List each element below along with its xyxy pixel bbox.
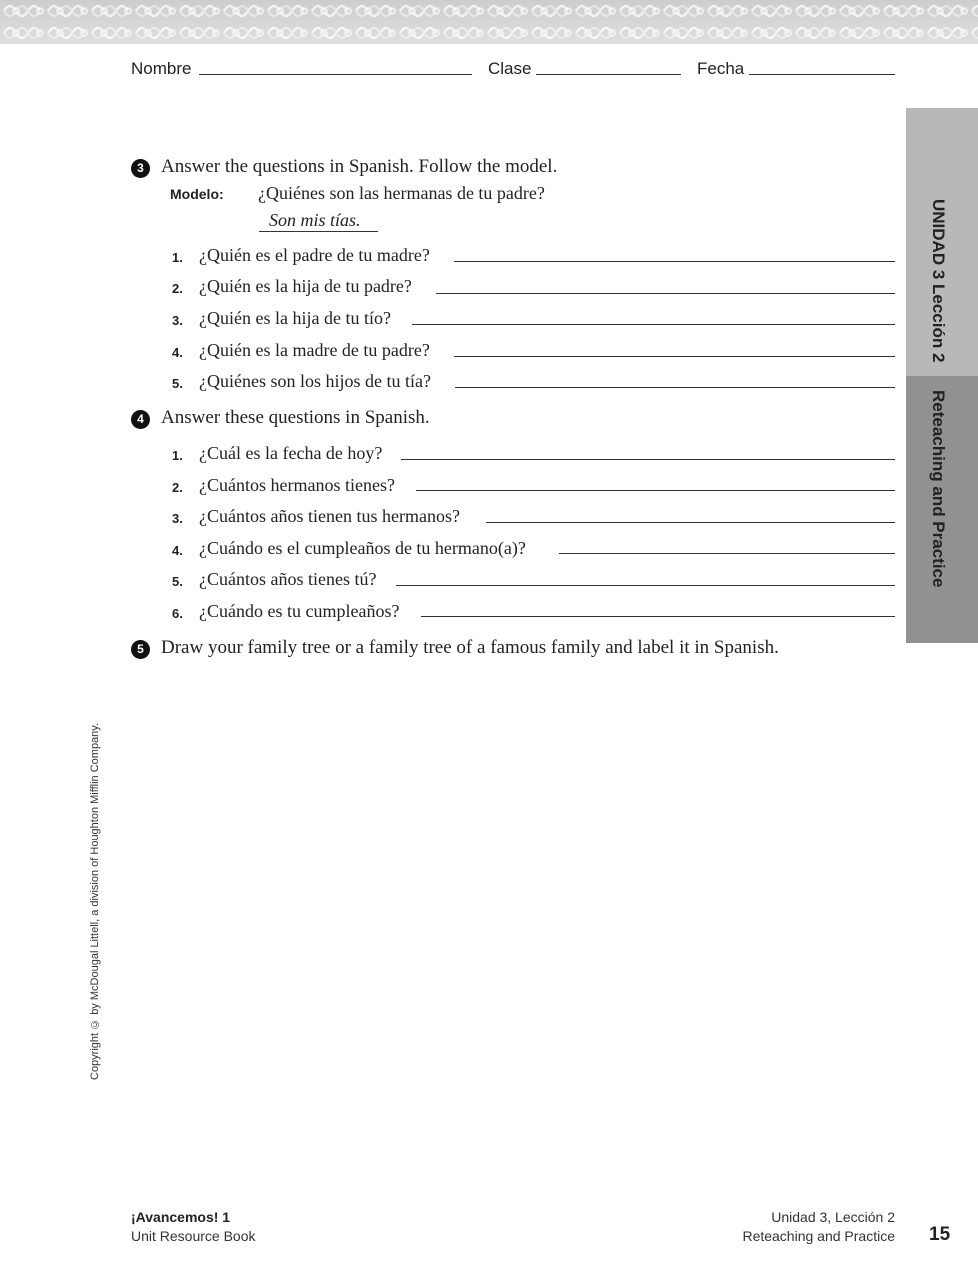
question-text: ¿Quién es el padre de tu madre? (199, 245, 430, 265)
class-label: Clase (488, 59, 532, 78)
question-text: ¿Quién es la hija de tu tío? (199, 308, 391, 328)
answer-line[interactable] (559, 553, 895, 554)
model-answer: Son mis tías. (269, 210, 361, 230)
question-text: ¿Cuándo es el cumpleaños de tu hermano(a)? (199, 538, 526, 558)
side-tab-unit (906, 108, 978, 376)
answer-line[interactable] (421, 616, 895, 617)
question-text: ¿Quiénes son los hijos de tu tía? (199, 371, 431, 391)
answer-line[interactable] (416, 490, 895, 491)
activity-5-instruction: Draw your family tree or a family tree of a famous family and label it in Spanish. (161, 637, 779, 658)
answer-line[interactable] (454, 261, 895, 262)
name-label: Nombre (131, 59, 192, 78)
activity-5-number: 5 (131, 640, 150, 659)
question-number: 3. (172, 511, 183, 526)
question-text: ¿Cuántos años tienes tú? (199, 569, 377, 589)
model-label: Modelo: (170, 186, 224, 202)
question-number: 1. (172, 448, 183, 463)
answer-line[interactable] (454, 356, 895, 357)
class-field-line[interactable] (536, 74, 681, 75)
side-tab-unit-text: UNIDAD 3 Lección 2 (929, 199, 948, 363)
question-text: ¿Quién es la madre de tu padre? (199, 340, 430, 360)
question-text: ¿Quién es la hija de tu padre? (199, 276, 412, 296)
model-answer-line (259, 231, 378, 232)
question-number: 3. (172, 313, 183, 328)
question-number: 6. (172, 606, 183, 621)
footer-book-title: ¡Avancemos! 1 (131, 1209, 231, 1225)
answer-line[interactable] (396, 585, 895, 586)
date-field-line[interactable] (749, 74, 895, 75)
activity-4-instruction: Answer these questions in Spanish. (161, 407, 430, 428)
question-number: 5. (172, 574, 183, 589)
activity-3-instruction: Answer the questions in Spanish. Follow the model. (161, 156, 558, 177)
activity-4-number: 4 (131, 410, 150, 429)
question-number: 2. (172, 281, 183, 296)
side-tab-section (906, 376, 978, 643)
question-text: ¿Cuándo es tu cumpleaños? (199, 601, 400, 621)
question-number: 4. (172, 345, 183, 360)
copyright-notice: Copyright © by McDougal Littell, a division of Houghton Mifflin Company. (89, 722, 101, 1080)
activity-3-number: 3 (131, 159, 150, 178)
question-number: 5. (172, 376, 183, 391)
footer-unit: Unidad 3, Lección 2 (771, 1209, 895, 1225)
question-number: 1. (172, 250, 183, 265)
answer-line[interactable] (401, 459, 895, 460)
question-text: ¿Cuál es la fecha de hoy? (199, 443, 383, 463)
answer-line[interactable] (436, 293, 895, 294)
question-number: 4. (172, 543, 183, 558)
question-text: ¿Cuántos años tienen tus hermanos? (199, 506, 460, 526)
footer-section: Reteaching and Practice (742, 1228, 895, 1244)
answer-line[interactable] (455, 387, 895, 388)
knot-pattern-icon (0, 0, 978, 44)
decorative-banner (0, 0, 978, 44)
answer-line[interactable] (412, 324, 895, 325)
footer-book-subtitle: Unit Resource Book (131, 1228, 256, 1244)
model-question: ¿Quiénes son las hermanas de tu padre? (258, 183, 545, 203)
question-text: ¿Cuántos hermanos tienes? (199, 475, 395, 495)
date-label: Fecha (697, 59, 745, 78)
page-number: 15 (929, 1224, 951, 1245)
name-field-line[interactable] (199, 74, 472, 75)
drawing-area[interactable] (131, 670, 895, 1190)
side-tab-section-text: Reteaching and Practice (929, 390, 948, 588)
question-number: 2. (172, 480, 183, 495)
answer-line[interactable] (486, 522, 895, 523)
